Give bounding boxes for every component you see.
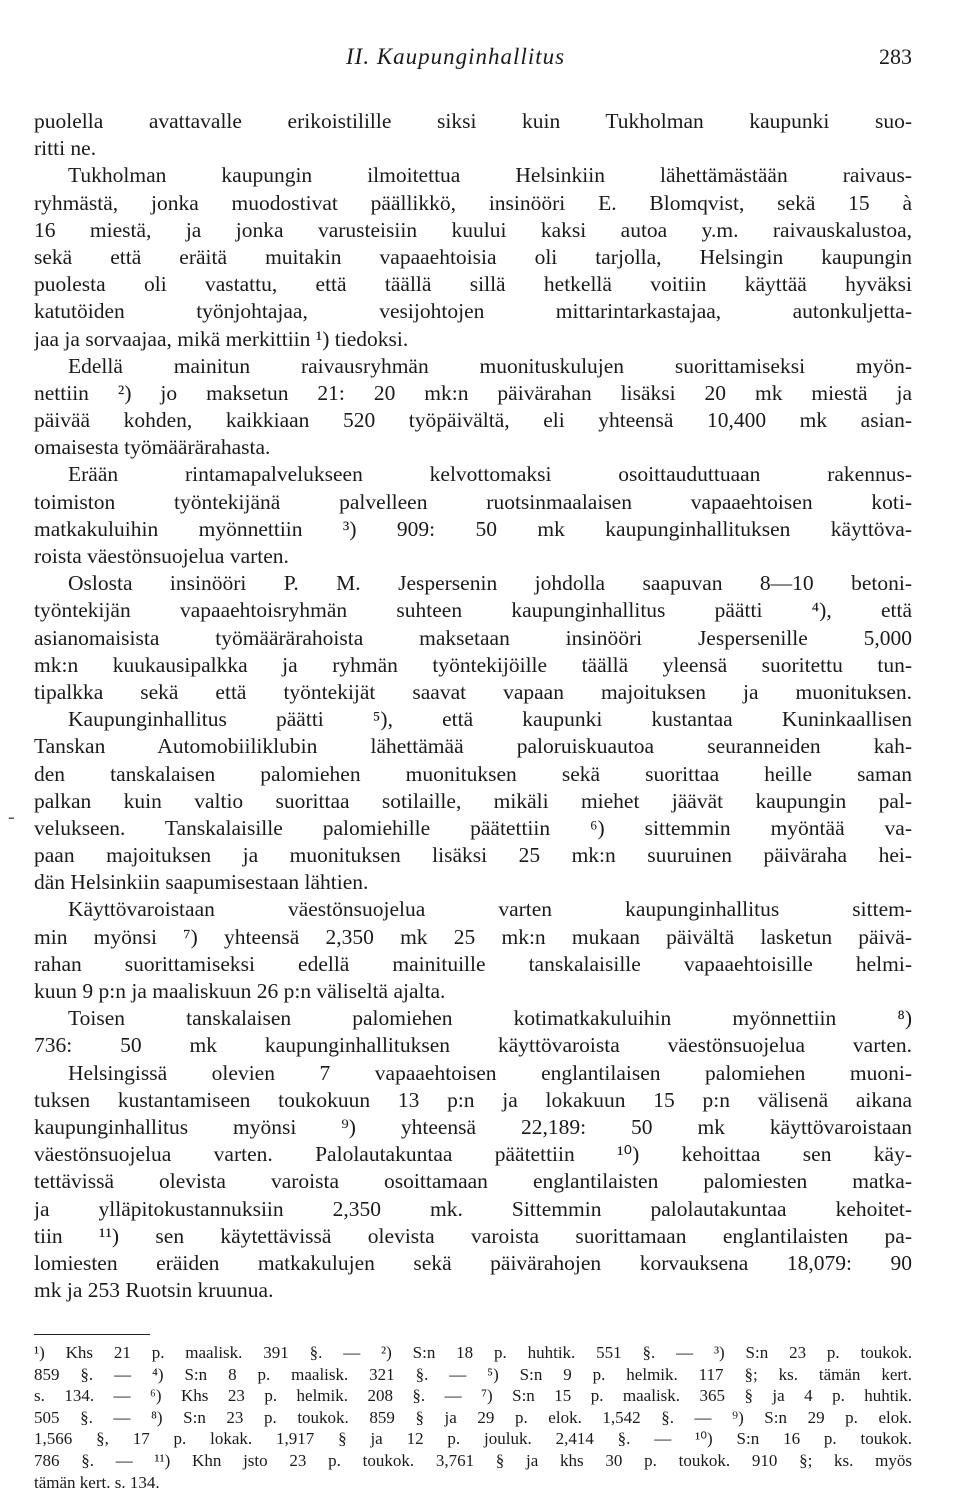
- footnote-line: tämän kert. s. 134.: [34, 1472, 160, 1492]
- text-line: dän Helsinkiin saapumisestaan lähtien.: [34, 870, 369, 895]
- text-line: päivää kohden, kaikkiaan 520 työpäivältä, eli yhteensä 10,400 mk asian-: [34, 408, 912, 433]
- text-line: Erään rintamapalvelukseen kelvottomaksi osoittauduttuaan rakennus-: [68, 462, 912, 487]
- text-line: jaa ja sorvaajaa, mikä merkittiin ¹) tiedoksi.: [34, 326, 409, 351]
- text-line: Tukholman kaupungin ilmoitettua Helsinkiin lähettämästään raivaus-: [68, 163, 912, 188]
- footnotes: [34, 1342, 912, 1493]
- text-line: Oslosta insinööri P. M. Jespersenin johdolla saapuvan 8—10 betoni-: [68, 571, 912, 596]
- text-line: velukseen. Tanskalaisille palomiehille päätettiin ⁶) sittemmin myöntää va-: [34, 815, 912, 840]
- text-line: kuun 9 p:n ja maaliskuun 26 p:n väliseltä ajalta.: [34, 979, 446, 1003]
- footnote-line: 859 §. — ⁴) S:n 8 p. maalisk. 321 §. — ⁵) S:n 9 p. helmik. 117 §; ks. tämän kert.: [34, 1364, 912, 1384]
- text-line: 16 miestä, ja jonka varusteisiin kuului kaksi autoa y.m. raivauskalustoa,: [34, 217, 912, 242]
- text-line: matkakuluihin myönnettiin ³) 909: 50 mk kaupunginhallituksen käyttöva-: [34, 516, 912, 541]
- text-line: paan majoituksen ja muonituksen lisäksi 25 mk:n suuruinen päiväraha hei-: [34, 843, 912, 868]
- running-title: II. Kaupunginhallitus: [346, 44, 566, 69]
- text-line: puolella avattavalle erikoistilille siksi kuin Tukholman kaupunki suo-: [34, 109, 912, 133]
- text-line: mk:n kuukausipalkka ja ryhmän työntekijöille täällä yleensä suoritettu tun-: [34, 652, 912, 677]
- footnote-line: 505 §. — ⁸) S:n 23 p. toukok. 859 § ja 29 p. elok. 1,542 §. — ⁹) S:n 29 p. elok.: [34, 1407, 912, 1427]
- footnote-separator: [34, 1334, 150, 1335]
- text-line: tipalkka sekä että työntekijät saavat vapaan majoituksen ja muonituksen.: [34, 679, 912, 704]
- footnote-line: s. 134. — ⁶) Khs 23 p. helmik. 208 §. — ⁷) S:n 15 p. maalisk. 365 § ja 4 p. huhtik.: [34, 1386, 912, 1406]
- text-line: Käyttövaroistaan väestönsuojelua varten kaupunginhallitus sittem-: [68, 897, 912, 922]
- text-line: ritti ne.: [34, 136, 97, 161]
- text-line: tiin ¹¹) sen käytettävissä olevista varoista suorittamaan englantilaisten pa-: [34, 1223, 912, 1248]
- footnote-line: 1,566 §, 17 p. lokak. 1,917 § ja 12 p. jouluk. 2,414 §. — ¹⁰) S:n 16 p. toukok.: [34, 1429, 912, 1449]
- text-line: Helsingissä olevien 7 vapaaehtoisen englantilaisen palomiehen muoni-: [68, 1060, 912, 1085]
- text-line: rahan suorittamiseksi edellä mainituille tanskalaisille vapaaehtoisille helmi-: [34, 951, 912, 976]
- page-number: 283: [879, 44, 912, 69]
- text-line: tettävissä olevista varoista osoittamaan englantilaisten palomiesten matka-: [34, 1169, 912, 1194]
- text-line: väestönsuojelua varten. Palolautakuntaa päätettiin ¹⁰) kehoittaa sen käy-: [34, 1142, 912, 1167]
- text-line: sekä että eräitä muitakin vapaaehtoisia oli tarjolla, Helsingin kaupungin: [34, 244, 912, 269]
- body-text: [34, 108, 912, 1304]
- text-line: Toisen tanskalaisen palomiehen kotimatkakuluihin myönnettiin ⁸): [68, 1006, 912, 1031]
- text-line: Tanskan Automobiiliklubin lähettämää paloruiskuautoa seuranneiden kah-: [34, 734, 912, 759]
- text-line: katutöiden työnjohtajaa, vesijohtojen mittarintarkastajaa, autonkuljetta-: [34, 299, 912, 324]
- text-line: lomiesten eräiden matkakulujen sekä päivärahojen korvauksena 18,079: 90: [34, 1250, 912, 1275]
- text-line: Edellä mainitun raivausryhmän muonituskulujen suorittamiseksi myön-: [68, 353, 912, 378]
- text-line: den tanskalaisen palomiehen muonituksen sekä suorittaa heille saman: [34, 761, 912, 786]
- text-line: Kaupunginhallitus päätti ⁵), että kaupunki kustantaa Kuninkaallisen: [68, 707, 912, 732]
- text-line: työntekijän vapaaehtoisryhmän suhteen kaupunginhallitus päätti ⁴), että: [34, 598, 912, 623]
- text-line: puolesta oli vastattu, että täällä sillä hetkellä voitiin käyttää hyväksi: [34, 272, 912, 297]
- text-line: ja ylläpitokustannuksiin 2,350 mk. Sittemmin palolautakuntaa kehoitet-: [34, 1196, 912, 1221]
- text-line: roista väestönsuojelua varten.: [34, 544, 289, 568]
- footnote-line: 786 §. — ¹¹) Khn jsto 23 p. toukok. 3,761 § ja khs 30 p. toukok. 910 §; ks. myös: [34, 1450, 912, 1470]
- text-line: toimiston työntekijänä palvelleen ruotsinmaalaisen vapaaehtoisen koti-: [34, 489, 912, 514]
- text-line: mk ja 253 Ruotsin kruunua.: [34, 1278, 274, 1303]
- margin-mark: -: [8, 806, 15, 828]
- text-line: ryhmästä, jonka muodostivat päällikkö, insinööri E. Blomqvist, sekä 15 à: [34, 190, 912, 215]
- text-line: 736: 50 mk kaupunginhallituksen käyttövaroista väestönsuojelua varten.: [34, 1033, 912, 1058]
- text-line: kaupunginhallitus myönsi ⁹) yhteensä 22,189: 50 mk käyttövaroistaan: [34, 1114, 912, 1139]
- text-line: nettiin ²) jo maksetun 21: 20 mk:n päivärahan lisäksi 20 mk miestä ja: [34, 380, 912, 405]
- footnote-line: ¹) Khs 21 p. maalisk. 391 §. — ²) S:n 18 p. huhtik. 551 §. — ³) S:n 23 p. toukok.: [34, 1343, 912, 1362]
- text-line: palkan kuin valtio suorittaa sotilaille, mikäli miehet jäävät kaupungin pal-: [34, 788, 912, 813]
- text-line: omaisesta työmäärärahasta.: [34, 435, 271, 460]
- text-line: min myönsi ⁷) yhteensä 2,350 mk 25 mk:n mukaan päivältä lasketun päivä-: [34, 924, 912, 949]
- page-header: [34, 44, 912, 74]
- text-line: asianomaisista työmäärärahoista maksetaan insinööri Jespersenille 5,000: [34, 625, 912, 650]
- text-line: tuksen kustantamiseen toukokuun 13 p:n ja lokakuun 15 p:n välisenä aikana: [34, 1087, 912, 1112]
